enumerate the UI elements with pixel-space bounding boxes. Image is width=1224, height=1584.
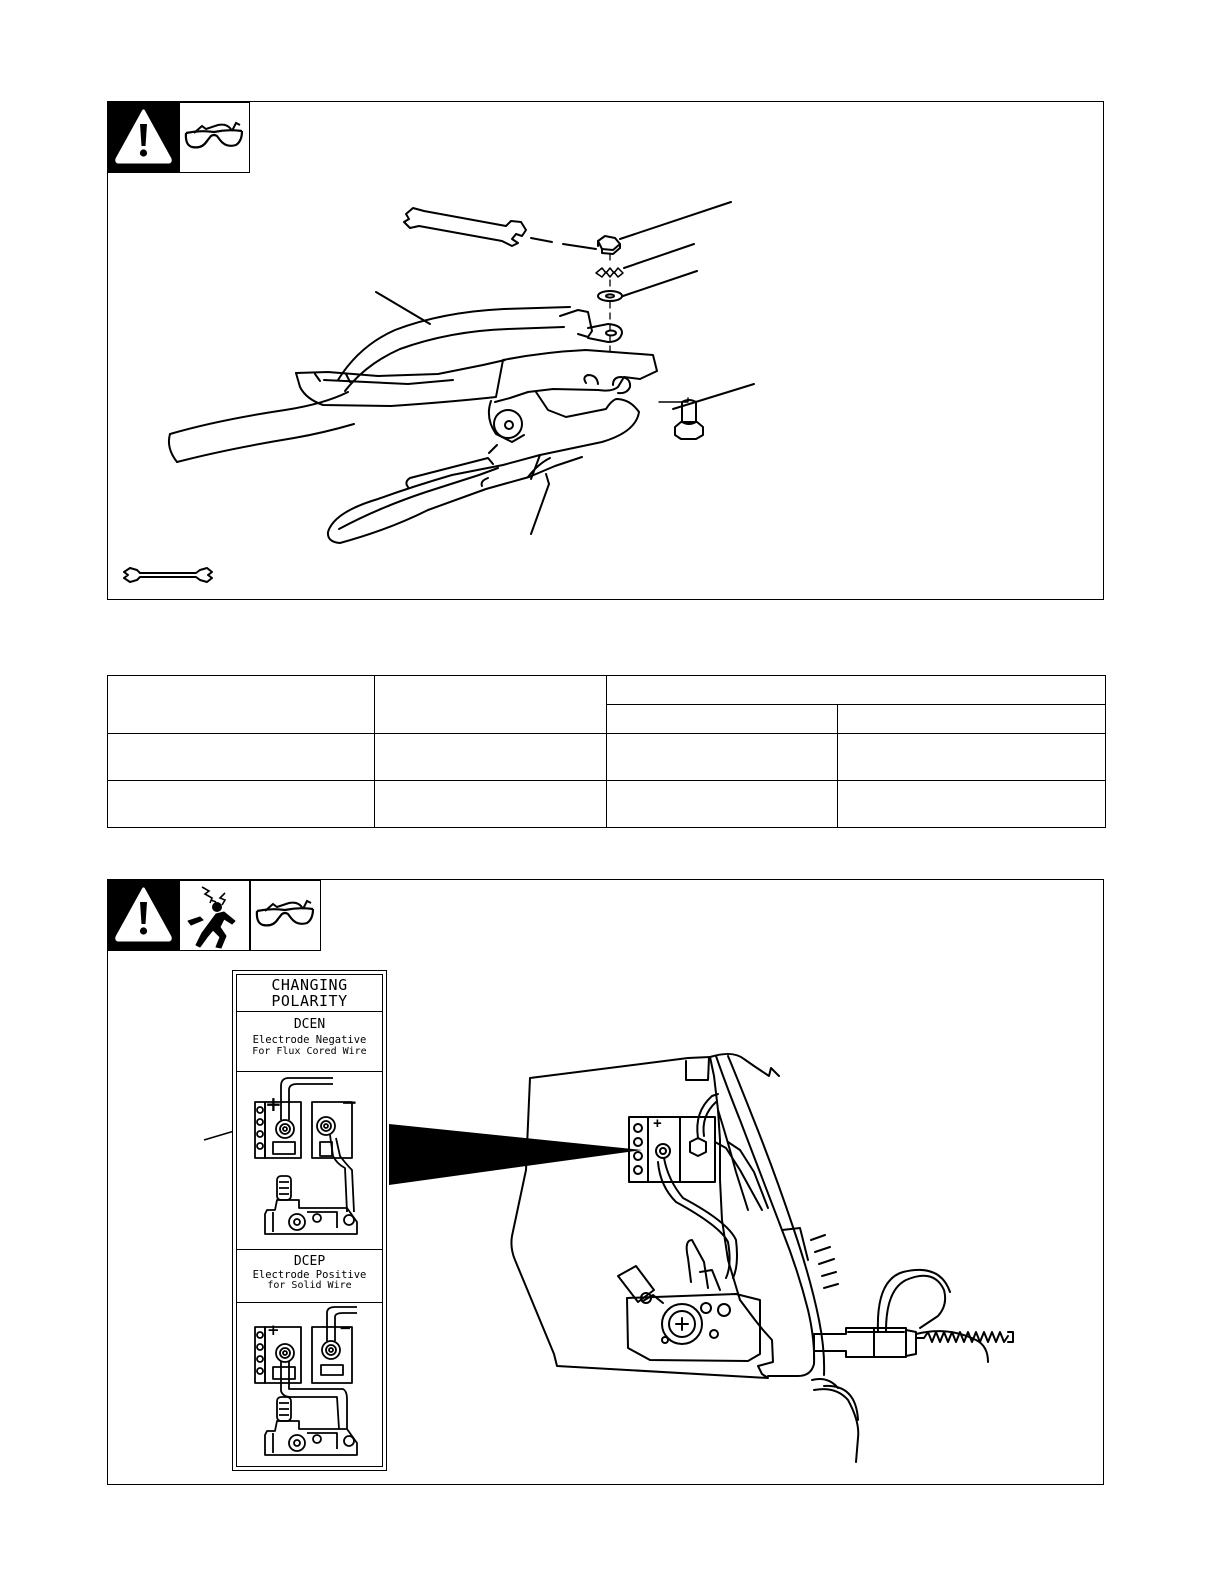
dcen-header: [237, 1012, 382, 1072]
dcep-header: [237, 1249, 382, 1303]
table-cell: [838, 734, 1106, 781]
machine-plus-terminal-label: +: [653, 1115, 662, 1132]
wrench-icon: [404, 208, 526, 246]
table-header-cell: [108, 676, 375, 734]
table-row: [108, 781, 1106, 828]
dcep-diagram: [237, 1303, 382, 1468]
polarity-title-line1: CHANGING: [271, 976, 348, 994]
work-clamp-drawing: [108, 102, 1103, 599]
dcen-diagram: [237, 1072, 382, 1250]
changing-polarity-label: [232, 970, 387, 1471]
table-row: [108, 734, 1106, 781]
table-cell: [607, 781, 838, 828]
dcep-line1: Electrode Positive: [252, 1268, 367, 1281]
table-cell: [108, 781, 375, 828]
table-cell: [108, 734, 375, 781]
dcep-minus-label: −: [339, 1319, 352, 1337]
table-cell: [375, 781, 607, 828]
table-subheader-cell: [607, 705, 838, 734]
polarity-title-line2: POLARITY: [271, 991, 348, 1010]
spec-table: [107, 675, 1106, 828]
dcep-mode: DCEP: [293, 1254, 326, 1269]
table-subheader-cell: [838, 705, 1106, 734]
dcep-plus-label: +: [267, 1321, 280, 1339]
table-cell: [607, 734, 838, 781]
table-cell: [838, 781, 1106, 828]
table-header-cell: [375, 676, 607, 734]
dcen-mode: DCEN: [293, 1017, 326, 1032]
wrench-icon-small: [124, 568, 212, 582]
dcen-plus-label: +: [265, 1092, 282, 1116]
dcen-minus-label: −: [341, 1090, 358, 1114]
dcen-line2: For Flux Cored Wire: [252, 1045, 367, 1057]
zoom-wedge: [389, 1124, 642, 1185]
polarity-title: [237, 975, 382, 1012]
table-cell: [375, 734, 607, 781]
table-header-cell: [607, 676, 1106, 705]
work-clamp-figure-panel: [107, 101, 1104, 600]
dcen-line1: Electrode Negative: [252, 1033, 367, 1046]
dcep-line2: for Solid Wire: [267, 1279, 352, 1291]
